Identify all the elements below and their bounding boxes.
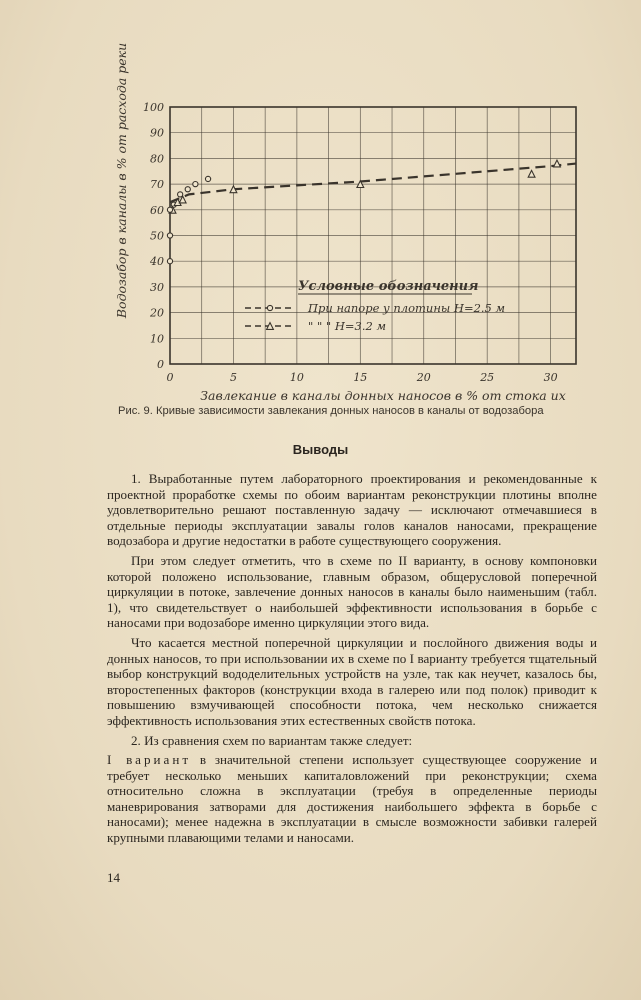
y-tick-label: 0 xyxy=(157,358,164,371)
data-point-circle xyxy=(167,259,172,264)
data-point-circle xyxy=(178,192,183,197)
paragraph-5-rest: в значительной степени использует существующее сооружение и требует несколько меньших капиталовложений при реконструкции; схема относительно сложна в эксплуатации (требуя в определенные периоды маневрирования затворами для достижения наибольшего эффекта в борьбе с наносами); менее надежна в эксплуатации в смысле возможности забивки галерей крупными плавающими телами и наносами. xyxy=(107,752,598,846)
x-tick-label: 5 xyxy=(229,371,237,384)
section-heading: Выводы xyxy=(292,442,349,457)
legend-entry-text: При напоре у плотины H=2.5 м xyxy=(308,301,506,315)
legend-entry-text: " " " H=3.2 м xyxy=(308,319,386,333)
paragraph-3: Что касается местной поперечной циркуляции и послойного движения воды и донных наносов, то при использовании их в схеме по I варианту требуется тщательный выбор конструкций вододелительных устройств на узле, так как неучет, казалось бы, второстепенных факторов (конструкции входа в галерею или под полок) приводит к повышению взмучивающей способности потока, чем несколько снижается эффективность использования этих естественных свойств потока. xyxy=(107,634,597,728)
fitted-curve xyxy=(170,164,576,203)
x-axis-label: Завлекание в каналы донных наносов в % от стока их xyxy=(200,388,566,403)
data-point-circle xyxy=(167,207,172,212)
y-tick-label: 70 xyxy=(150,178,164,192)
x-tick-label: 0 xyxy=(166,371,174,384)
y-tick-label: 60 xyxy=(150,203,164,217)
body-text xyxy=(107,471,597,850)
data-point-circle xyxy=(167,233,172,238)
variant-label: I вариант xyxy=(107,752,192,768)
data-point-triangle xyxy=(554,160,561,167)
x-tick-label: 20 xyxy=(416,371,431,384)
y-tick-label: 100 xyxy=(143,101,164,114)
data-point-circle xyxy=(185,187,190,192)
y-tick-label: 30 xyxy=(150,280,164,294)
data-point-circle xyxy=(193,182,198,187)
x-tick-label: 10 xyxy=(289,371,304,384)
chart xyxy=(100,40,600,410)
y-tick-label: 40 xyxy=(150,255,164,269)
figure-caption: Рис. 9. Кривые зависимости завлекания донных наносов в каналы от водозабора xyxy=(118,405,544,417)
y-tick-label: 80 xyxy=(150,152,164,166)
y-axis-label: Водозабор в каналы в % от расхода реки xyxy=(114,42,129,319)
y-tick-label: 50 xyxy=(150,229,164,243)
paragraph-4: 2. Из сравнения схем по вариантам также следует: xyxy=(131,732,413,748)
legend-title: Условные обозначения xyxy=(298,279,479,294)
legend-marker-circle xyxy=(267,305,272,310)
x-tick-label: 30 xyxy=(543,371,558,384)
paragraph-1: 1. Выработанные путем лабораторного проектирования и рекомендованные к проектной проработке схемы по обоим вариантам реконструкции плотины вполне удовлетворительно решают поставленную задачу — исключают отмечавшиеся в отдельные периоды эксплуатации завалы голов каналов наносами, прекращение водозабора и другие недостатки в работе существующего сооружения. xyxy=(107,471,597,549)
y-tick-label: 90 xyxy=(150,126,164,140)
y-tick-label: 20 xyxy=(150,306,164,320)
data-point-circle xyxy=(205,176,210,181)
paragraph-5 xyxy=(107,752,597,846)
figure-9 xyxy=(100,40,600,410)
paragraph-2: При этом следует отметить, что в схеме по II варианту, в основу компоновки которой положено использование, главным образом, общерусловой поперечной циркуляции в потоке, завлечение донных наносов в каналы было наименьшим (табл. 1), что свидетельствует о наибольшей эффективности использования в борьбе с наносами при водозаборе именно циркуляции этого вида. xyxy=(107,552,597,631)
y-tick-label: 10 xyxy=(150,332,164,346)
x-tick-label: 15 xyxy=(353,371,368,384)
x-tick-label: 25 xyxy=(480,371,495,384)
data-point-triangle xyxy=(528,170,535,177)
page-number: 14 xyxy=(107,870,120,885)
